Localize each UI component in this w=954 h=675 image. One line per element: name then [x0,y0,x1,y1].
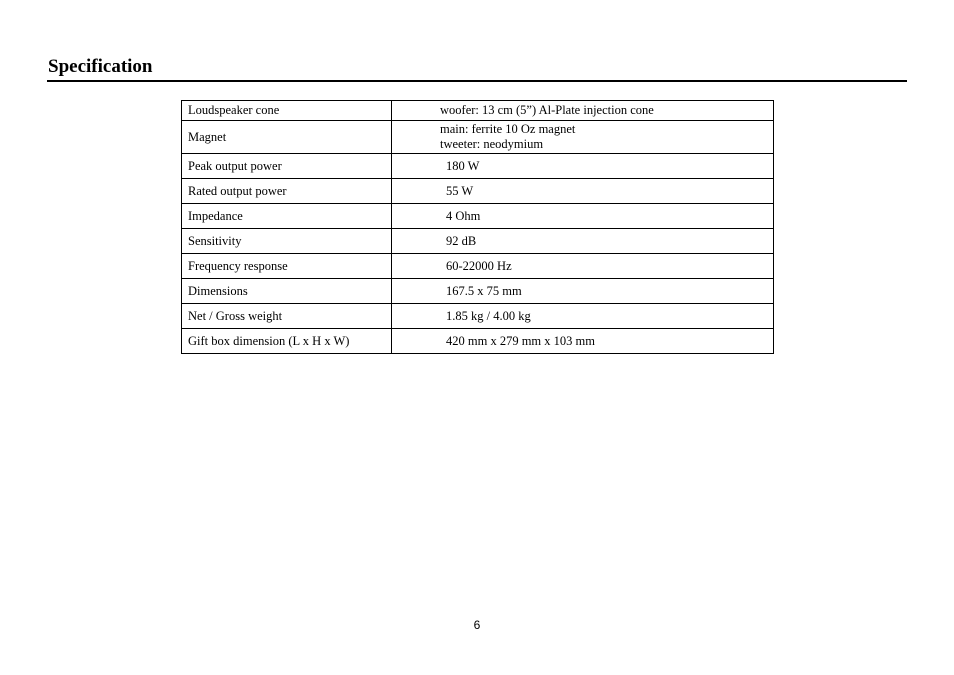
table-row [182,154,774,179]
spec-value-line: main: ferrite 10 Oz magnet [440,122,576,136]
spec-value-line: 1.85 kg / 4.00 kg [446,308,531,323]
spec-label: Gift box dimension (L x H x W) [182,329,392,354]
spec-value [392,121,774,154]
spec-value-line: tweeter: neodymium [440,137,544,151]
title-rule [47,80,907,82]
spec-label: Magnet [182,121,392,154]
spec-value-line: 420 mm x 279 mm x 103 mm [446,333,595,348]
spec-value-line: 167.5 x 75 mm [446,283,522,298]
table-row [182,121,774,154]
spec-value [392,204,774,229]
spec-value [392,229,774,254]
spec-label: Dimensions [182,279,392,304]
spec-value-line: 60-22000 Hz [446,258,512,273]
spec-value-line: 4 Ohm [446,208,481,223]
table-row [182,329,774,354]
spec-value [392,154,774,179]
spec-value [392,279,774,304]
spec-value [392,179,774,204]
spec-value-line: 92 dB [446,233,477,248]
spec-value [392,254,774,279]
spec-label: Peak output power [182,154,392,179]
spec-label: Frequency response [182,254,392,279]
specification-table [181,100,774,354]
spec-label: Net / Gross weight [182,304,392,329]
spec-value [392,304,774,329]
spec-label: Impedance [182,204,392,229]
spec-value-line: woofer: 13 cm (5”) Al-Plate injection cone [440,103,654,117]
table-row [182,304,774,329]
table-row [182,179,774,204]
spec-value-line: 180 W [446,158,480,173]
spec-label: Loudspeaker cone [182,101,392,121]
spec-value [392,329,774,354]
page-title: Specification [48,56,153,77]
table-row [182,101,774,121]
table-row [182,279,774,304]
spec-value-line: 55 W [446,183,474,198]
table-row [182,229,774,254]
table-row [182,204,774,229]
table-row [182,254,774,279]
page-number: 6 [473,618,481,632]
spec-value [392,101,774,121]
spec-label: Rated output power [182,179,392,204]
spec-label: Sensitivity [182,229,392,254]
